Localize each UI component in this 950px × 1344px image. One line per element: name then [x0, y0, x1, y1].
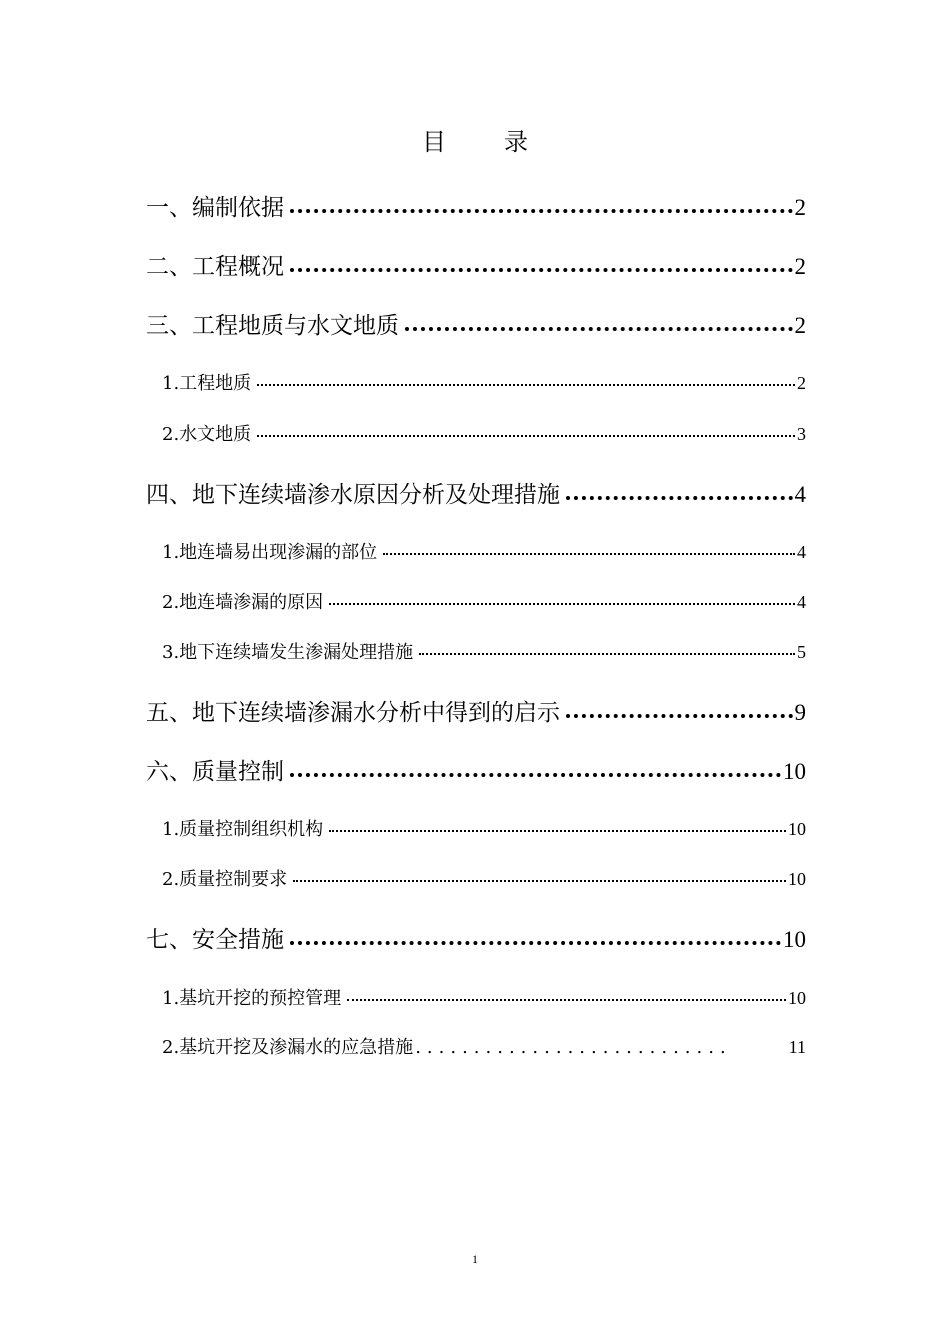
- toc-entry-page: 2: [794, 313, 806, 338]
- toc-entry-2[interactable]: [146, 247, 806, 283]
- toc-entry-page: 2: [794, 254, 806, 279]
- toc-entry-label: 2.基坑开挖及渗漏水的应急措施: [162, 1037, 414, 1058]
- toc-entry-4[interactable]: [146, 475, 806, 511]
- toc-entry-6-1[interactable]: [162, 815, 806, 843]
- toc-entry-4-2[interactable]: [162, 588, 806, 616]
- toc-entry-label: 七、安全措施: [146, 927, 284, 953]
- toc-dot-leader: [257, 417, 795, 437]
- toc-entry-5[interactable]: [146, 693, 806, 729]
- toc-entry-3-1[interactable]: [162, 369, 806, 397]
- toc-entry-page: 11: [788, 1037, 806, 1057]
- toc-dot-leader: [405, 304, 793, 331]
- toc-dot-leader: [329, 812, 786, 832]
- toc-entry-6-2[interactable]: [162, 865, 806, 893]
- toc-dot-leader: [383, 535, 795, 555]
- toc-entry-label: 四、地下连续墙渗水原因分析及处理措施: [146, 482, 560, 508]
- toc-entry-page: 4: [794, 482, 806, 507]
- toc-dot-leader: [329, 585, 795, 605]
- toc-entry-page: 4: [797, 592, 806, 612]
- toc-dot-leader: [419, 635, 795, 655]
- toc-entry-1[interactable]: [146, 188, 806, 224]
- toc-dot-leader: [566, 691, 793, 718]
- toc-entry-page: 10: [788, 819, 806, 839]
- page-title-part-2: 录: [504, 128, 528, 156]
- toc-entry-label: 1.质量控制组织机构: [162, 819, 324, 840]
- page-title: [0, 126, 950, 158]
- toc-dot-leader: [293, 862, 786, 882]
- toc-entry-7-1[interactable]: [162, 984, 806, 1012]
- toc-entry-page: 3: [797, 424, 806, 444]
- toc-entry-label: 2.地连墙渗漏的原因: [162, 592, 324, 613]
- toc-dot-leader: [566, 473, 793, 500]
- toc-entry-page: 5: [797, 642, 806, 662]
- toc-entry-page: 4: [797, 542, 806, 562]
- toc-dot-leader: [257, 366, 795, 386]
- toc-entry-label: 一、编制依据: [146, 195, 284, 221]
- toc-entry-label: 2.质量控制要求: [162, 869, 288, 890]
- toc-entry-label: 三、工程地质与水文地质: [146, 313, 399, 339]
- page-title-part-1: 目: [422, 128, 446, 156]
- toc-entry-page: 2: [797, 373, 806, 393]
- toc-entry-page: 10: [788, 988, 806, 1008]
- toc-entry-label: 1.工程地质: [162, 373, 252, 394]
- toc-entry-label: 1.地连墙易出现渗漏的部位: [162, 542, 378, 563]
- toc-dot-leader: [290, 918, 781, 945]
- toc-entry-label: 3.地下连续墙发生渗漏处理措施: [162, 642, 414, 663]
- toc-entry-page: 2: [794, 195, 806, 220]
- toc-dot-leader: [290, 750, 781, 777]
- footer-page-number: 1: [472, 1252, 478, 1266]
- toc-entry-label: 六、质量控制: [146, 759, 284, 785]
- toc-entry-3-2[interactable]: [162, 420, 806, 448]
- toc-entry-3[interactable]: [146, 306, 806, 342]
- toc-entry-6[interactable]: [146, 752, 806, 788]
- toc-entry-4-1[interactable]: [162, 538, 806, 566]
- toc-entry-page: 10: [783, 759, 806, 784]
- toc-dot-leader: [347, 981, 786, 1001]
- toc-entry-page: 9: [794, 700, 806, 725]
- toc-entry-label: 2.水文地质: [162, 424, 252, 445]
- toc-dot-leader: [290, 186, 793, 213]
- toc-entry-page: 10: [788, 869, 806, 889]
- toc-entry-4-3[interactable]: [162, 638, 806, 666]
- toc-entry-label: 二、工程概况: [146, 254, 284, 280]
- toc-entry-7-2[interactable]: [162, 1034, 806, 1061]
- toc-dot-leader: ...........................: [415, 1037, 732, 1058]
- toc-entry-page: 10: [783, 927, 806, 952]
- toc-entry-label: 1.基坑开挖的预控管理: [162, 988, 342, 1009]
- toc-dot-leader: [290, 245, 793, 272]
- toc-entry-label: 五、地下连续墙渗漏水分析中得到的启示: [146, 700, 560, 726]
- toc-entry-7[interactable]: [146, 920, 806, 956]
